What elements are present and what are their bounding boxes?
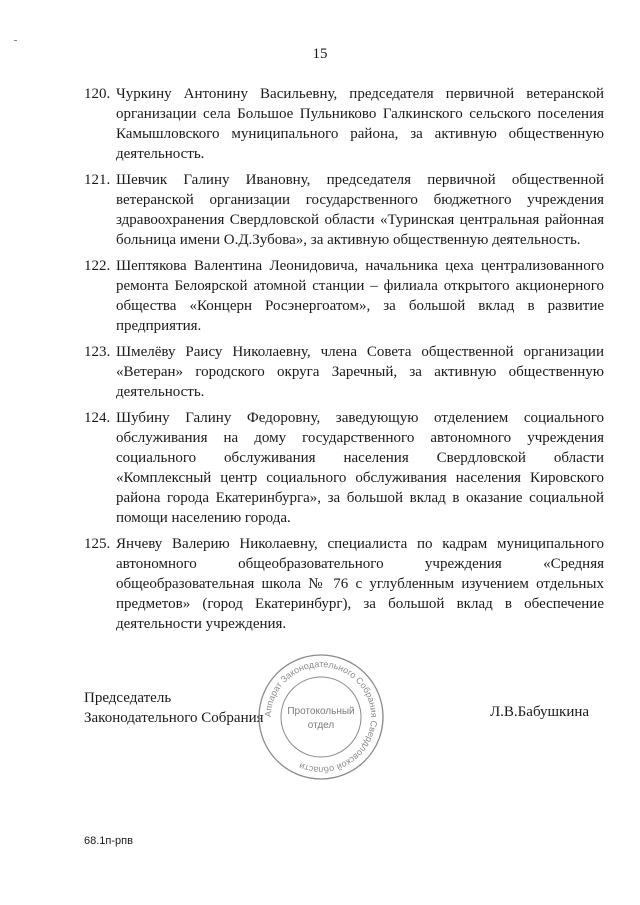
- stamp-inner-ring: [281, 677, 361, 757]
- office-stamp: [256, 652, 386, 782]
- list-item: [84, 342, 604, 402]
- item-number: 123.: [84, 344, 111, 360]
- document-code: 68.1п-рпв: [84, 835, 133, 847]
- signatory-title-line1: Председатель: [84, 690, 172, 706]
- list-item: [84, 256, 604, 336]
- signatory-title-line2: Законодательного Собрания: [84, 710, 264, 726]
- page-number: 15: [312, 46, 328, 62]
- list-item: [84, 170, 604, 250]
- signatory-name: Л.В.Бабушкина: [490, 704, 590, 720]
- stamp-center-line1: Протокольный: [287, 706, 355, 717]
- item-number: 124.: [84, 410, 111, 426]
- item-number: 125.: [84, 536, 111, 552]
- item-number: 122.: [84, 258, 111, 274]
- item-text: Шептякова Валентина Леонидовича, начальника цеха централизованного ремонта Белоярской атомной станции – филиала открытого акционерного общества «Концерн Росэнергоатом», за большой вклад в развитие предприятия.: [116, 258, 604, 334]
- stamp-center-line2: отдел: [307, 720, 335, 731]
- list-item: [84, 534, 604, 634]
- item-text: Чуркину Антонину Васильевну, председателя первичной ветеранской организации села Большое Пульниково Галкинского сельского поселения Камышловского муниципального района, за активную общественную деятельность.: [116, 86, 604, 162]
- item-text: Янчеву Валерию Николаевну, специалиста по кадрам муниципального автономного общеобразовательного учреждения «Средняя общеобразовательная школа № 76 с углубленным изучением отдельных предметов» (город Екатеринбург), за большой вклад в обеспечение деятельности учреждения.: [116, 536, 604, 632]
- list-item: [84, 408, 604, 528]
- item-number: 120.: [84, 86, 111, 102]
- list-item: [84, 84, 604, 164]
- signatory-title: [84, 688, 264, 728]
- stamp-outer-text: Аппарат Законодательного Собрания Свердловской области: [262, 658, 380, 776]
- item-text: Шубину Галину Федоровну, заведующую отделением социального обслуживания на дому государственного автономного учреждения социального обслуживания населения Свердловской области «Комплексный центр социального обслуживания населения Кировского района города Екатеринбурга», за большой вклад в оказание социальной помощи населению города.: [116, 410, 604, 526]
- stamp-outer-ring: [259, 655, 383, 779]
- award-list: [84, 84, 604, 640]
- item-text: Шмелёву Раису Николаевну, члена Совета общественной организации «Ветеран» городского округа Заречный, за активную общественную деятельность.: [116, 344, 604, 400]
- item-number: 121.: [84, 172, 111, 188]
- scan-speck: [14, 40, 17, 41]
- item-text: Шевчик Галину Ивановну, председателя первичной общественной ветеранской организации государственного бюджетного учреждения здравоохранения Свердловской области «Туринская центральная районная больница имени О.Д.Зубова», за активную общественную деятельность.: [116, 172, 604, 248]
